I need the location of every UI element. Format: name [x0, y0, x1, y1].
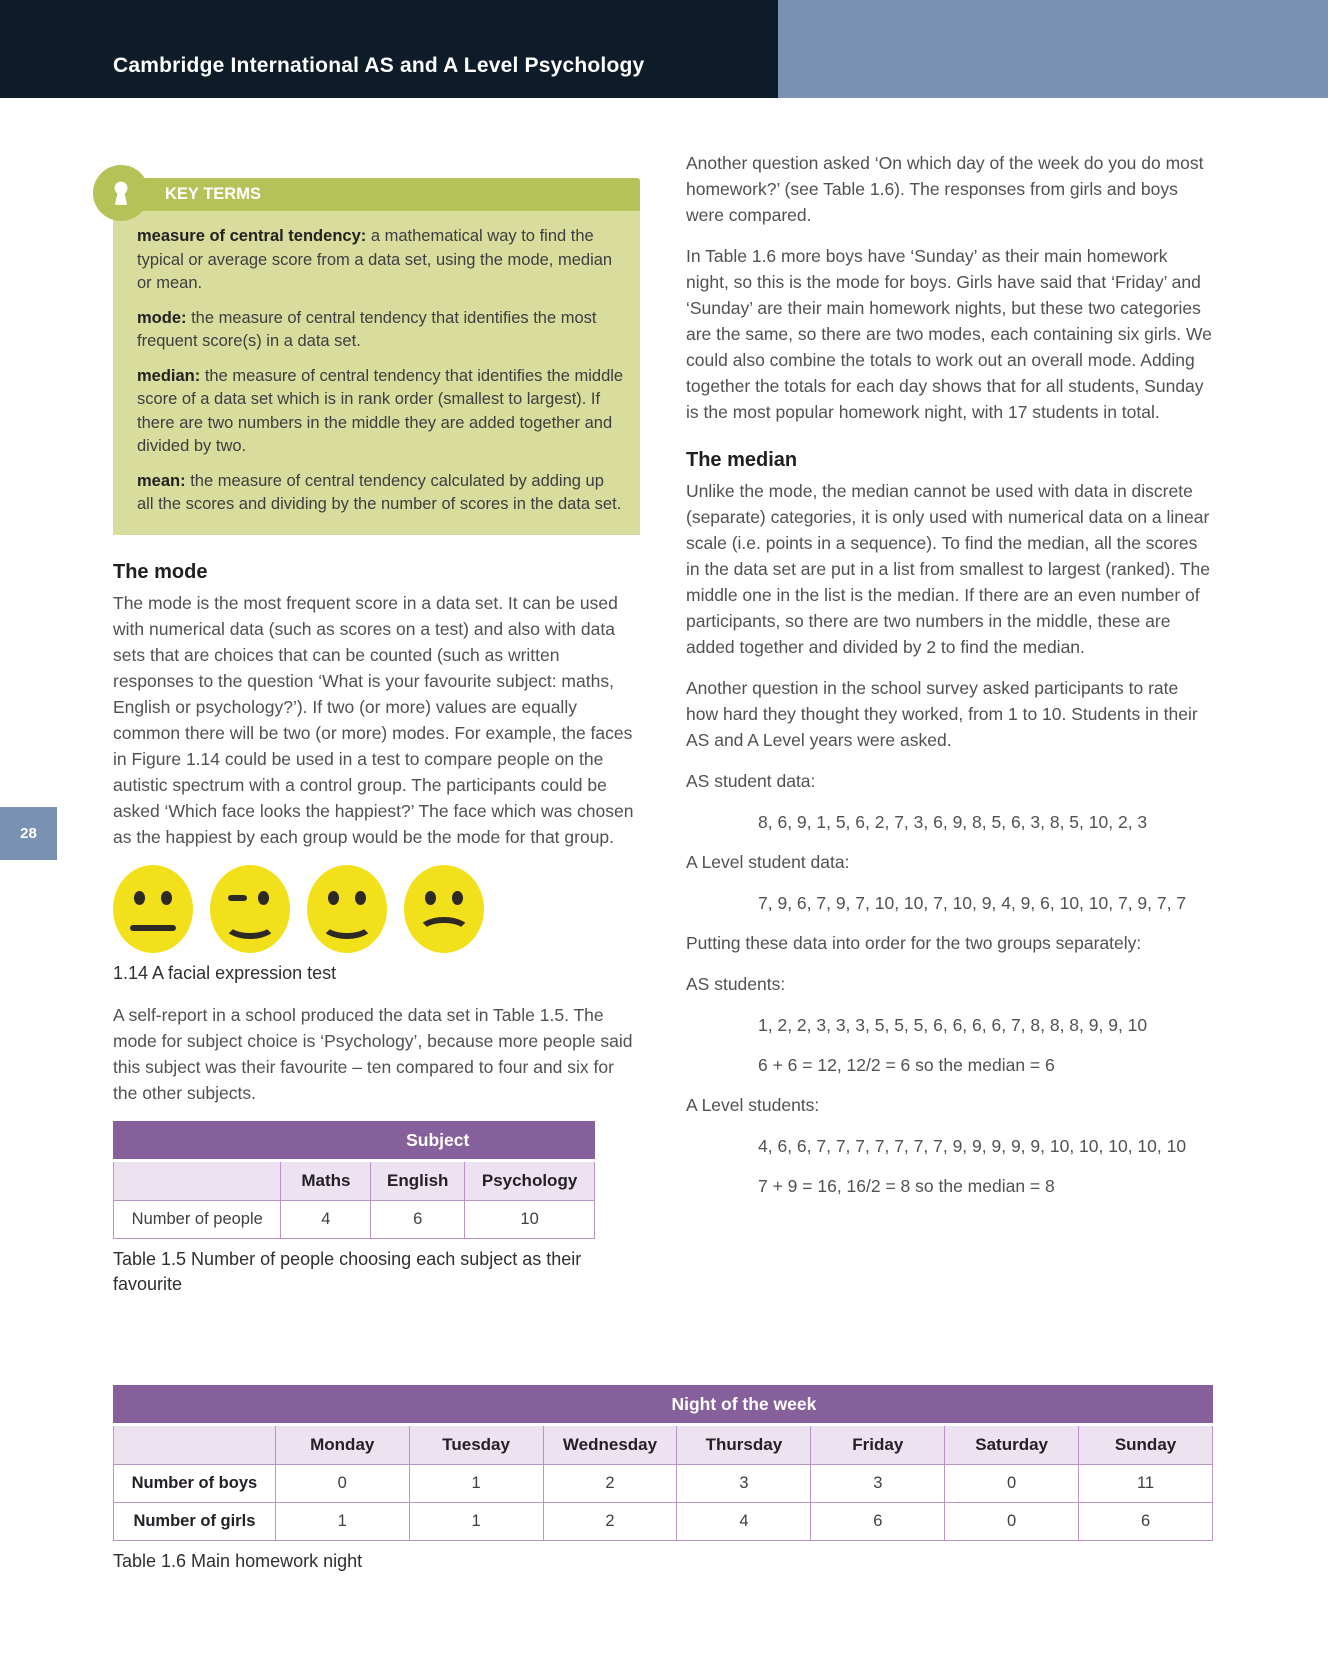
figure-caption: 1.14 A facial expression test	[113, 962, 337, 983]
table-cell-empty	[114, 1425, 276, 1465]
as-data-values: 8, 6, 9, 1, 5, 6, 2, 7, 3, 6, 9, 8, 5, 6, 3, 8, 5, 10, 2, 3	[758, 812, 1148, 832]
table-cell: 2	[543, 1503, 677, 1541]
table-cell: 6	[371, 1200, 465, 1238]
keyhole-icon	[93, 165, 149, 221]
wink-eye-icon	[228, 895, 247, 901]
table-cell: 0	[275, 1465, 409, 1503]
key-term-word: mean:	[137, 471, 186, 490]
key-term-definition: the measure of central tendency that identifies the most frequent score(s) in a data set.	[137, 308, 597, 350]
row-label: Number of boys	[114, 1465, 276, 1503]
right-column	[686, 150, 1213, 1213]
table-cell: 3	[677, 1465, 811, 1503]
key-terms-header	[113, 178, 640, 211]
header-blue-band	[778, 0, 1328, 98]
paragraph: Putting these data into order for the two groups separately:	[686, 933, 1142, 953]
paragraph: Another question in the school survey asked participants to rate how hard they thought they worked, from 1 to 10. Students in their AS and A Level years were asked.	[686, 678, 1198, 750]
key-term-definition: a mathematical way to find the typical or average score from a data set, using the mode, median or mean.	[137, 227, 613, 292]
key-terms-body	[113, 211, 640, 535]
table-cell: 1	[409, 1465, 543, 1503]
neutral-mouth-icon	[130, 925, 176, 931]
as-data-label: AS student data:	[686, 771, 816, 791]
column-header: Sunday	[1079, 1425, 1213, 1465]
as-median-line: 6 + 6 = 12, 12/2 = 6 so the median = 6	[758, 1055, 1055, 1075]
column-header: Saturday	[945, 1425, 1079, 1465]
key-term	[137, 307, 624, 354]
eye-icon	[328, 891, 339, 905]
column-header: Wednesday	[543, 1425, 677, 1465]
table-row	[114, 1425, 1213, 1465]
table-1-6-caption: Table 1.6 Main homework night	[113, 1551, 363, 1571]
paragraph: Unlike the mode, the median cannot be used with data in discrete (separate) categories, it is only used with numerical data on a linear scale (i.e. points in a sequence). To find the median, all the scores in the data set are put in a list from smallest to largest (ranked). The middle one in the list is the median. If there are an even number of participants, so there are two numbers in the middle, these are added together and divided by 2 to find the median.	[686, 481, 1210, 657]
key-term	[137, 365, 624, 459]
table-header-spacer	[114, 1386, 276, 1425]
smile-face-icon	[307, 865, 387, 953]
column-header: Tuesday	[409, 1425, 543, 1465]
table-header: Night of the week	[275, 1386, 1212, 1425]
column-header: Psychology	[465, 1160, 595, 1200]
frown-mouth-icon	[417, 917, 471, 947]
table-cell: 4	[281, 1200, 371, 1238]
median-heading: The median	[686, 449, 798, 471]
self-report-paragraph: A self-report in a school produced the data set in Table 1.5. The mode for subject choice is ‘Psychology’, because more people said this subject was their favourite – ten compared to four and six for the other subjects.	[113, 1004, 633, 1103]
table-cell: 4	[677, 1503, 811, 1541]
left-column	[113, 178, 640, 1313]
column-header: English	[371, 1160, 465, 1200]
table-cell: 11	[1079, 1465, 1213, 1503]
table-row	[114, 1121, 595, 1160]
table-cell: 6	[1079, 1503, 1213, 1541]
table-cell: 6	[811, 1503, 945, 1541]
sad-face-icon	[404, 865, 484, 953]
table-cell: 3	[811, 1465, 945, 1503]
table-header-spacer	[114, 1121, 281, 1160]
alevel-data-label: A Level student data:	[686, 852, 850, 872]
column-header: Maths	[281, 1160, 371, 1200]
mode-paragraph: The mode is the most frequent score in a data set. It can be used with numerical data (such as scores on a test) and also with data sets that are choices that can be counted (such as written responses to the question ‘What is your favourite subject: maths, English or psychology?’). If two (or more) values are equally common there will be two (or more) modes. For example, the faces in Figure 1.14 could be used in a test to compare people on the autistic spectrum with a control group. The participants could be asked ‘Which face looks the happiest?’ The face which was chosen as the happiest by each group would be the mode for that group.	[113, 592, 634, 847]
table-1-6	[113, 1385, 1213, 1541]
table-cell: 0	[945, 1465, 1079, 1503]
table-cell: 1	[275, 1503, 409, 1541]
table-cell: 10	[465, 1200, 595, 1238]
eye-icon	[134, 891, 145, 905]
table-header: Subject	[281, 1121, 595, 1160]
column-header: Friday	[811, 1425, 945, 1465]
table-row	[114, 1465, 1213, 1503]
column-header: Thursday	[677, 1425, 811, 1465]
neutral-face-icon	[113, 865, 193, 953]
page-header	[0, 0, 1328, 98]
mode-heading: The mode	[113, 560, 208, 583]
row-label: Number of people	[114, 1200, 281, 1238]
alevel-sorted-values: 4, 6, 6, 7, 7, 7, 7, 7, 7, 7, 9, 9, 9, 9, 9, 10, 10, 10, 10, 10	[758, 1136, 1187, 1156]
key-terms-title: KEY TERMS	[165, 185, 261, 203]
header-dark-band	[0, 0, 778, 98]
table-cell: 2	[543, 1465, 677, 1503]
smile-mouth-icon	[320, 909, 374, 939]
table-cell: 1	[409, 1503, 543, 1541]
eye-icon	[452, 891, 463, 905]
alevel-students-label: A Level students:	[686, 1095, 820, 1115]
eye-icon	[161, 891, 172, 905]
table-row	[114, 1386, 1213, 1425]
book-title: Cambridge International AS and A Level Psychology	[113, 54, 645, 77]
paragraph: Another question asked ‘On which day of the week do you do most homework?’ (see Table 1.6). The responses from girls and boys were compared.	[686, 153, 1204, 225]
key-terms-box	[113, 178, 640, 535]
table-row	[114, 1200, 595, 1238]
wink-face-icon	[210, 865, 290, 953]
page-number-badge: 28	[0, 807, 57, 860]
facial-expression-figure	[113, 865, 640, 953]
eye-icon	[355, 891, 366, 905]
table-row	[114, 1503, 1213, 1541]
key-term-definition: the measure of central tendency calculated by adding up all the scores and dividing by the number of scores in the data set.	[137, 471, 622, 513]
as-sorted-values: 1, 2, 2, 3, 3, 3, 5, 5, 5, 6, 6, 6, 6, 7, 8, 8, 8, 9, 9, 10	[758, 1015, 1148, 1035]
table-1-5-caption: Table 1.5 Number of people choosing each subject as their favourite	[113, 1248, 582, 1294]
smile-mouth-icon	[223, 909, 277, 939]
key-term-word: measure of central tendency:	[137, 227, 367, 245]
alevel-data-values: 7, 9, 6, 7, 9, 7, 10, 10, 7, 10, 9, 4, 9, 6, 10, 10, 7, 9, 7, 7	[758, 893, 1187, 913]
as-students-label: AS students:	[686, 974, 786, 994]
row-label: Number of girls	[114, 1503, 276, 1541]
key-term	[137, 225, 624, 296]
key-term-word: median:	[137, 366, 201, 385]
alevel-median-line: 7 + 9 = 16, 16/2 = 8 so the median = 8	[758, 1176, 1055, 1196]
paragraph: In Table 1.6 more boys have ‘Sunday’ as their main homework night, so this is the mode for boys. Girls have said that ‘Friday’ and ‘Sunday’ are their main homework nights, but these two categories are the same, so there are two modes, each containing six girls. We could also combine the totals to work out an overall mode. Adding together the totals for each day shows that for all students, Sunday is the most popular homework night, with 17 students in total.	[686, 246, 1212, 422]
table-1-5	[113, 1121, 595, 1239]
key-term-word: mode:	[137, 308, 187, 327]
key-term-definition: the measure of central tendency that identifies the middle score of a data set which is in rank order (smallest to largest). If there are two numbers in the middle they are added together and divided by two.	[137, 366, 624, 455]
eye-icon	[258, 891, 269, 905]
eye-icon	[425, 891, 436, 905]
table-row	[114, 1160, 595, 1200]
column-header: Monday	[275, 1425, 409, 1465]
table-cell: 0	[945, 1503, 1079, 1541]
table-cell-empty	[114, 1160, 281, 1200]
key-term	[137, 470, 624, 517]
bottom-section	[113, 1371, 1213, 1590]
